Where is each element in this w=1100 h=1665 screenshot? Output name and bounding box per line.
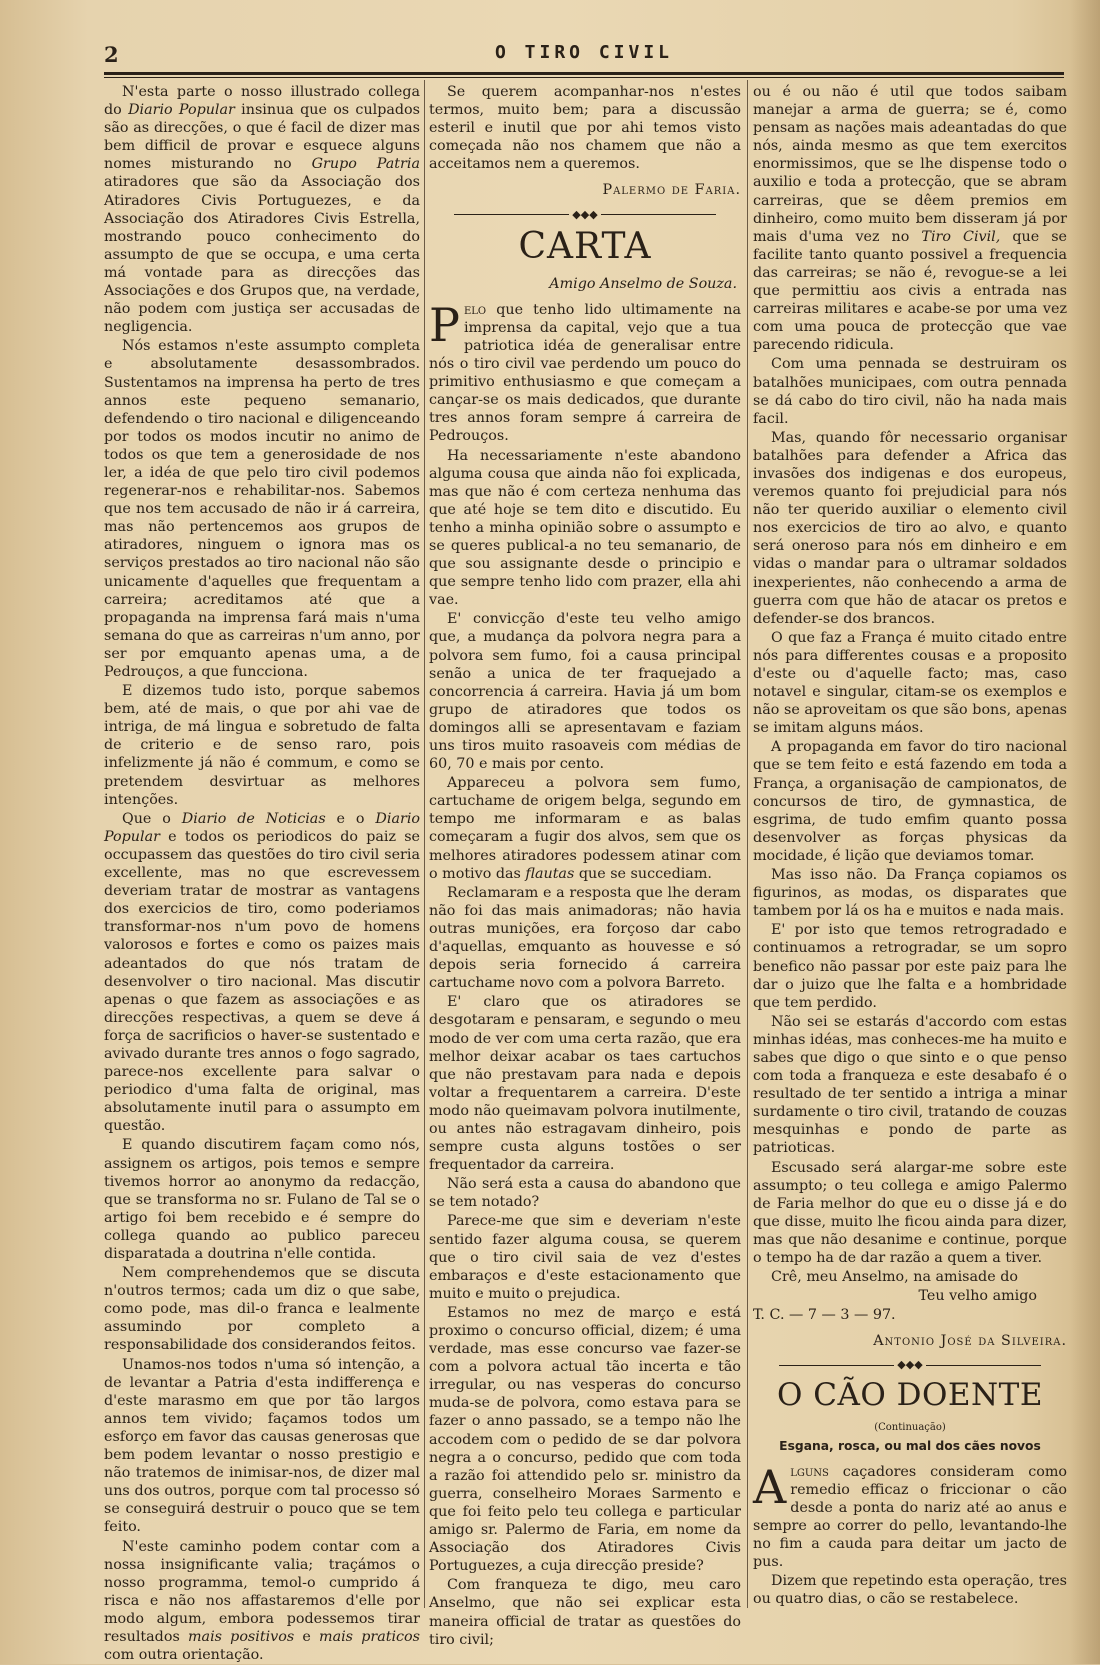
- letter-salutation: Amigo Anselmo de Souza.: [549, 275, 737, 292]
- section-ornament: ◆◆◆: [753, 1356, 1067, 1374]
- article-paragraph: Com uma pennada se destruiram os batalhões municipaes, com outra pennada se dá cabo do tiro civil, não ha nada mais facil.: [753, 356, 1067, 427]
- article-paragraph: ou é ou não é util que todos saibam manejar a arma de guerra; se é, como pensam as nações mais adeantadas do que nós, ainda mesmo as que tem exercitos enormissimos, que se lhe dispense todo o auxilio e toda a protecção, que se abram carreiras, que se dêem premios em dinheiro, como muito bem disseram já por mais d'uma vez no Tiro Civil, que se facilite tanto quanto possivel a frequencia das carreiras; se não é, revogue-se a lei que permittiu aos civis a entrada nas carreiras militares e acabe-se por uma vez com uma pouca de protecção que vae parecendo ridicula.: [753, 84, 1067, 354]
- article-paragraph: Reclamaram e a resposta que lhe deram não foi das mais animadoras; não havia outras munições, era forçoso dar cabo d'aquellas, emquanto as houvesse e só depois seria fornecido á carreira cartuchame novo com a polvora Barreto.: [429, 884, 741, 992]
- article-paragraph: Unamos-nos todos n'uma só intenção, a de levantar a Patria d'esta indifferença e d'este marasmo em que por tão largos annos tem vivido; façamos todos um esforço em favor das causas generosas que bem podem levantar o nosso prestigio e não tratemos de inimisar-nos, de dizer mal uns dos outros, porque com tal processo só se conseguirá destruir o pouco que se tem feito.: [104, 1356, 420, 1536]
- article-paragraph: Estamos no mez de março e está proximo o concurso official, dizem; é uma verdade, mas esse concurso vae fazer-se com a polvora actual tão incerta e tão irregular, ou nas vesperas do concurso muda-se de polvora, como estava para se fazer o anno passado, se a tempo não lhe accodem com o pedido de se dar polvora negra a o concurso, pedido que com toda a razão foi attendido pelo sr. ministro da guerra, conselheiro Moraes Sarmento e que foi feito pelo teu collega e particular amigo sr. Palermo de Faria, em nome da Associação dos Atiradores Civis Portuguezes, a cuja direcção preside?: [429, 1304, 741, 1575]
- article-paragraph: Ha necessariamente n'este abandono alguma cousa que ainda não foi explicada, mas que não é com certeza nenhuma das que até hoje se tem dito e discutido. Eu tenho a minha opinião sobre o assumpto e se queres publical-a no teu semanario, de que sou assignante desde o principio e que sempre tenho lido com prazer, ella ahi vae.: [429, 447, 741, 609]
- letter-closing: Teu velho amigo: [918, 1288, 1037, 1305]
- header-rule-thin: [104, 77, 1064, 78]
- article-paragraph: Mas, quando fôr necessario organisar batalhões para defender a Africa das invasões dos indigenas e dos europeus, veremos quanto foi prejudicial para nós não ter querido auxiliar o elemento civil nos exercicios de tiro ao alvo, e quanto será oneroso para nós em dinheiro e em vidas o mandar para o ultramar soldados inexperientes, não conhecendo a arma de guerra com que hão de atacar os pretos e defender-se dos brancos.: [753, 429, 1067, 627]
- article-paragraph: E quando discutirem façam como nós, assignem os artigos, pois temos e sempre tivemos horror ao anonymo da redacção, que se transforma no sr. Fulano de Tal se o artigo foi bem recebido e é sempre do collega quando ao publico pareceu disparatada a doutrina n'elle contida.: [104, 1137, 420, 1262]
- article-paragraph: O que faz a França é muito citado entre nós para differentes cousas e a proposito d'este ou d'aquelle facto; mas, caso notavel e singular, citam-se os exemplos e não se aproveitam os que são bons, apenas se imitam alguns máos.: [753, 629, 1067, 737]
- column-2: [429, 83, 741, 1650]
- article-paragraph: E' claro que os atiradores se desgotaram e pensaram, e segundo o meu modo de ver com uma certa razão, que era melhor deixar acabar os taes cartuchos que não prestavam para nada e depois voltar a frequentarem a carreira. D'este modo não queimavam polvora inutilmente, ou antes não estragavam dinheiro, pois sempre custa alguns tostões o ser frequentador da carreira.: [429, 994, 741, 1174]
- drop-cap: P: [429, 297, 460, 352]
- article-paragraph: Se querem acompanhar-nos n'estes termos, muito bem; para a discussão esteril e inutil que por ahi temos visto começada não nos chamem que não a acceitamos nem a queremos.: [429, 84, 741, 173]
- page-edge-shadow: [1070, 0, 1100, 1664]
- masthead-title: O TIRO CIVIL: [494, 42, 674, 63]
- article-paragraph: E' convicção d'este teu velho amigo que, a mudança da polvora negra para a polvora sem fumo, foi a causa principal senão a unica de ter fraquejado a concorrencia á carreira. Havia já um bom grupo de atiradores que todos os domingos alli se apresentavam e faziam uns tiros muito rasoaveis com médias de 60, 70 e mais por cento.: [429, 611, 741, 773]
- author-signature: Palermo de Faria.: [602, 182, 741, 199]
- column-divider-2: [747, 80, 748, 1608]
- article-title: O CÃO DOENTE: [777, 1376, 1043, 1413]
- article-paragraph: Parece-me que sim e deveriam n'este sentido fazer alguma cousa, se querem que o tiro civil saia de vez d'estes embaraços e d'este estacionamento que muito e muito o prejudica.: [429, 1213, 741, 1302]
- article-paragraph: Pelo que tenho lido ultimamente na imprensa da capital, vejo que a tua patriotica idéa de generalisar entre nós o tiro civil vae perdendo um pouco do primitivo enthusiasmo e que começam a cançar-se os mais dedicados, que durante tres annos foram sempre á carreira de Pedrouços.: [429, 297, 741, 445]
- author-signature: Antonio José da Silveira.: [873, 1333, 1067, 1350]
- article-paragraph: Não sei se estarás d'accordo com estas minhas idéas, mas conheces-me ha muito e sabes que digo o que sinto e o que penso com toda a franqueza e este desabafo é o resultado de ter sentido a intriga a minar surdamente o tiro civil, tratando de couzas mesquinhas e pondo de parte as patrioticas.: [753, 1013, 1067, 1157]
- article-paragraph: Que o Diario de Noticias e o Diario Popular e todos os periodicos do paiz se occupassem das questões do tiro civil seria excellente, mas no que escrevessem deveriam tratar de mostrar as vantagens dos exercicios de tiro, como poderiamos transformar-nos n'um povo de homens valorosos e fortes e como os paizes mais adeantados do que nós tratam de desenvolver o tiro nacional. Mas discutir apenas o que fazem as associações e as direcções respectivas, a quem se deve á força de sacrificios o haver-se sustentado e avivado durante tres annos o fogo sagrado, parece-nos excellente para salvar o periodico d'uma falta de original, mas absolutamente inutil para o assumpto em questão.: [104, 810, 420, 1135]
- page-number: 2: [104, 42, 119, 67]
- article-subheading: Esgana, rosca, ou mal dos cães novos: [779, 1438, 1041, 1453]
- article-paragraph: Crê, meu Anselmo, na amisade do: [771, 1269, 1018, 1286]
- article-paragraph: Appareceu a polvora sem fumo, cartuchame de origem belga, segundo em tempo me informaram e as balas começaram a fugir dos alvos, sem que os melhores atiradores podessem atinar com o motivo das flautas que se succediam.: [429, 775, 741, 882]
- article-paragraph: Mas isso não. Da França copiamos os figurinos, as modas, os disparates que tambem por lá os ha e muitos e nada mais.: [753, 867, 1067, 920]
- letter-title: CARTA: [518, 225, 652, 267]
- article-paragraph: Dizem que repetindo esta operação, tres ou quatro dias, o cão se restabelece.: [753, 1573, 1067, 1608]
- header-rule-thick: [104, 72, 1064, 75]
- article-paragraph: Nós estamos n'este assumpto completa e absolutamente desassombrados. Sustentamos na imprensa ha perto de tres annos este pequeno semanario, defendendo o tiro nacional e diligenceando por todos os modos incutir no animo de todos os que tem a generosidade de nos ler, a idéa de que pelo tiro civil podemos regenerar-nos e rehabilitar-nos. Sabemos que nos tem accusado de não ir á carreira, mas não pertencemos aos grupos de atiradores, ninguem o ignora mas os serviços prestados ao tiro nacional não são unicamente d'aquelles que frequentam a carreira; acreditamos até que a propaganda na imprensa fará mais n'uma semana do que as carreiras n'um anno, por ser por emquanto apenas uma, a de Pedrouços, a que funcciona.: [104, 338, 420, 680]
- article-paragraph: A propaganda em favor do tiro nacional que se tem feito e está fazendo em toda a França, a organisação de campionatos, de concursos de tiro, de gymnastica, de esgrima, de tudo emfim quanto possa desenvolver as forças physicas da mocidade, é lição que deviamos tomar.: [753, 739, 1067, 864]
- article-paragraph: Com franqueza te digo, meu caro Anselmo, que não sei explicar esta maneira official de tratar as questões do tiro civil;: [429, 1577, 741, 1648]
- column-3: [753, 83, 1067, 1609]
- section-ornament: ◆◆◆: [429, 206, 741, 224]
- article-paragraph: Escusado será alargar-me sobre este assumpto; o teu collega e amigo Palermo de Faria melhor do que eu o disse já e do que disse, muito lhe ficou ainda para dizer, mas que não desanime e continue, porque o tempo ha de dar razão a quem a tiver.: [753, 1159, 1067, 1266]
- column-1: [104, 83, 420, 1665]
- article-paragraph: E' por isto que temos retrogradado e continuamos a retrogradar, se um sopro benefico não passar por este paiz para lhe dar o juizo que lhe falta e a hombridade que tem perdido.: [753, 922, 1067, 1011]
- column-divider-1: [424, 80, 425, 1608]
- drop-cap: A: [753, 1459, 787, 1514]
- continuation-note: (Continuação): [874, 1421, 946, 1433]
- page-header: [104, 40, 1064, 70]
- article-paragraph: Nem comprehendemos que se discuta n'outros termos; cada um diz o que sabe, como pode, mas dil-o franca e lealmente assumindo por completo a responsabilidade dos considerandos feitos.: [104, 1265, 420, 1354]
- article-paragraph: N'este caminho podem contar com a nossa insignificante valia; traçámos o nosso programma, temol-o cumprido á risca e não nos affastaremos d'elle por modo algum, embora podessemos tirar resultados mais positivos e mais praticos com outra orientação.: [104, 1538, 420, 1664]
- article-paragraph: N'esta parte o nosso illustrado collega do Diario Popular insinua que os culpados são as direcções, o que é facil de dizer mas bem difficil de provar e esquece alguns nomes misturando no Grupo Patria atiradores que são da Associação dos Atiradores Civis Portuguezes, e da Associação dos Atiradores Civis Estrella, mostrando pouco conhecimento do assumpto de que se occupa, e uma certa má vontade para as direcções das Associações e dos Grupos que, na verdade, não podem com justiça ser accusadas de negligencia.: [104, 84, 420, 336]
- article-paragraph: E dizemos tudo isto, porque sabemos bem, até de mais, o que por ahi vae de intriga, de má lingua e sobretudo de falta de criterio e de senso raro, pois infelizmente já não é commum, e como se pretendem desvirtuar as melhores intenções.: [104, 683, 420, 808]
- letter-dateline: T. C. — 7 — 3 — 97.: [753, 1307, 896, 1324]
- article-paragraph: Não será esta a causa do abandono que se tem notado?: [429, 1176, 741, 1211]
- article-paragraph: Alguns caçadores consideram como remedio efficaz o friccionar o cão desde a ponta do nariz até ao anus e sempre ao correr do pello, levantando-lhe no fim a cauda para deitar um jacto de pus.: [753, 1459, 1067, 1571]
